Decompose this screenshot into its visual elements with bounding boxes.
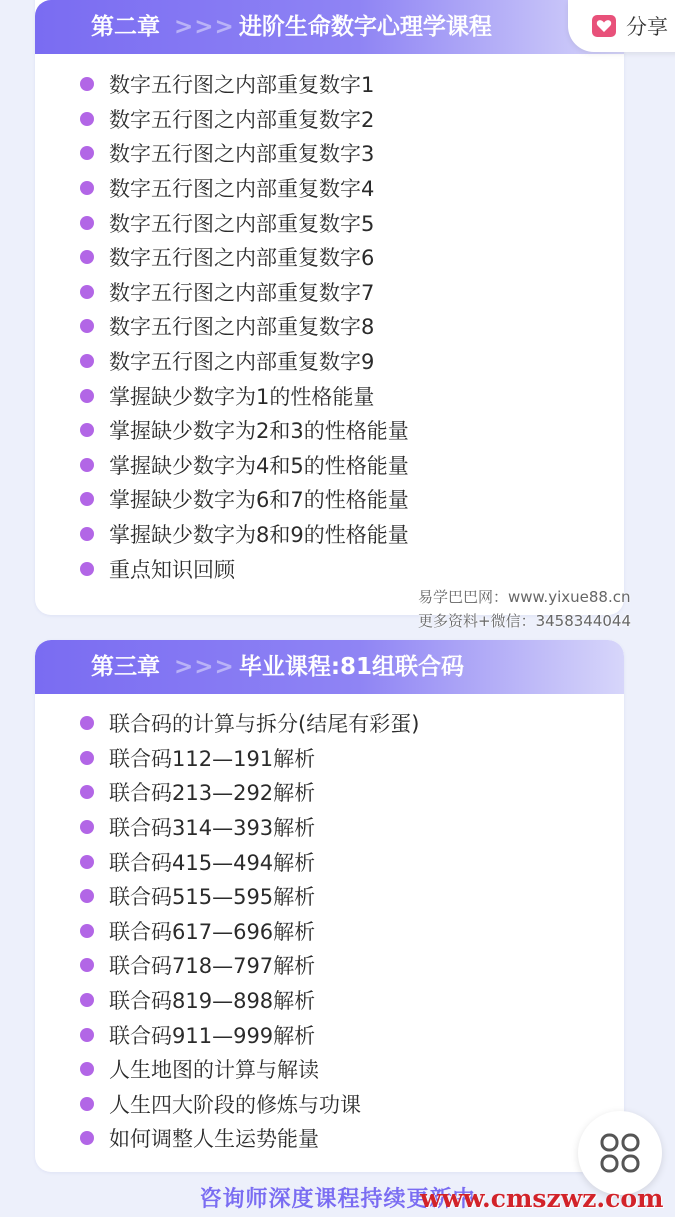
list-item [35,344,624,379]
list-item [35,1121,624,1156]
list-item [35,741,624,776]
list-item-text: 联合码515—595解析 [109,885,316,910]
list-item-text: 数字五行图之内部重复数字1 [109,73,375,98]
bullet-dot [80,216,94,230]
list-item [35,275,624,310]
bullet-dot [80,389,94,403]
list-item [35,102,624,137]
list-item-text: 联合码718—797解析 [109,954,316,979]
bullet-dot [80,562,94,576]
list-item [35,413,624,448]
list-item-text: 重点知识回顾 [109,557,235,582]
bullet-dot [80,751,94,765]
list-item-text: 联合码314—393解析 [109,816,316,841]
bullet-dot [80,993,94,1007]
chapter-2-label: 第二章 [91,14,160,40]
list-item-text: 如何调整人生运势能量 [109,1127,319,1152]
bullet-dot [80,77,94,91]
bullet-dot [80,1028,94,1042]
footer-text: 咨询师深度课程持续更新中 [199,1187,476,1212]
chapter-2-title: 进阶生命数字心理学课程 [238,14,492,40]
chapter-2-card [35,0,624,615]
list-item [35,517,624,552]
list-item-text: 联合码的计算与拆分(结尾有彩蛋) [109,712,420,737]
bullet-dot [80,958,94,972]
list-item-text: 联合码911—999解析 [109,1023,316,1048]
list-item-text: 掌握缺少数字为8和9的性格能量 [109,523,409,548]
bullet-dot [80,889,94,903]
bullet-dot [80,492,94,506]
share-label: 分享 [626,15,668,39]
bullet-dot [80,285,94,299]
list-item [35,983,624,1018]
list-item-text: 数字五行图之内部重复数字3 [109,142,375,167]
share-button[interactable] [568,0,675,52]
list-item [35,706,624,741]
bullet-dot [80,1131,94,1145]
bullet-dot [80,785,94,799]
list-item-text: 掌握缺少数字为1的性格能量 [109,384,375,409]
list-item-text: 数字五行图之内部重复数字5 [109,211,375,236]
chapter-3-title: 毕业课程:81组联合码 [238,654,465,680]
list-item [35,67,624,102]
watermark-line-2: 更多资料+微信：3458344044 [418,612,632,630]
list-item [35,810,624,845]
list-item-text: 掌握缺少数字为6和7的性格能量 [109,488,409,513]
list-item [35,448,624,483]
chapter-2-list [35,54,624,586]
list-item [35,240,624,275]
chapter-3-arrows: >>> [174,654,235,680]
bullet-dot [80,112,94,126]
list-item-text: 数字五行图之内部重复数字4 [109,177,375,202]
list-item [35,775,624,810]
list-item-text: 联合码213—292解析 [109,781,316,806]
bullet-dot [80,820,94,834]
list-item [35,551,624,586]
bullet-dot [80,146,94,160]
bullet-dot [80,319,94,333]
list-item [35,378,624,413]
list-item [35,914,624,949]
list-item [35,1052,624,1087]
list-item [35,136,624,171]
list-item-text: 联合码415—494解析 [109,850,316,875]
heart-icon [592,15,616,37]
bullet-dot [80,354,94,368]
list-item [35,879,624,914]
bullet-dot [80,924,94,938]
watermark-line-1: 易学巴巴网：www.yixue88.cn [418,588,631,606]
list-item-text: 数字五行图之内部重复数字9 [109,350,375,375]
list-item [35,948,624,983]
chapter-3-header [35,640,624,694]
list-item-text: 人生四大阶段的修炼与功课 [109,1092,361,1117]
chapter-3-card [35,640,624,1172]
bullet-dot [80,1097,94,1111]
bullet-dot [80,181,94,195]
list-item-text: 联合码819—898解析 [109,989,316,1014]
bullet-dot [80,527,94,541]
bullet-dot [80,458,94,472]
bullet-dot [80,716,94,730]
chapter-3-label: 第三章 [91,654,160,680]
list-item-text: 掌握缺少数字为4和5的性格能量 [109,453,409,478]
list-item-text: 数字五行图之内部重复数字2 [109,107,375,132]
list-item-text: 数字五行图之内部重复数字7 [109,280,375,305]
list-item [35,482,624,517]
chapter-2-arrows: >>> [174,14,235,40]
list-item-text: 数字五行图之内部重复数字8 [109,315,375,340]
bullet-dot [80,1062,94,1076]
chapter-3-list [35,694,624,1156]
list-item [35,1017,624,1052]
list-item-text: 联合码617—696解析 [109,919,316,944]
list-item [35,171,624,206]
chapter-2-header [35,0,624,54]
bullet-dot [80,423,94,437]
bullet-dot [80,855,94,869]
list-item [35,205,624,240]
list-item-text: 数字五行图之内部重复数字6 [109,246,375,271]
list-item-text: 联合码112—191解析 [109,746,316,771]
bullet-dot [80,250,94,264]
watermark-bottom: www.cmszwz.com [420,1184,664,1213]
list-item-text: 掌握缺少数字为2和3的性格能量 [109,419,409,444]
list-item [35,1087,624,1122]
list-item-text: 人生地图的计算与解读 [109,1058,319,1083]
list-item [35,309,624,344]
list-item [35,844,624,879]
